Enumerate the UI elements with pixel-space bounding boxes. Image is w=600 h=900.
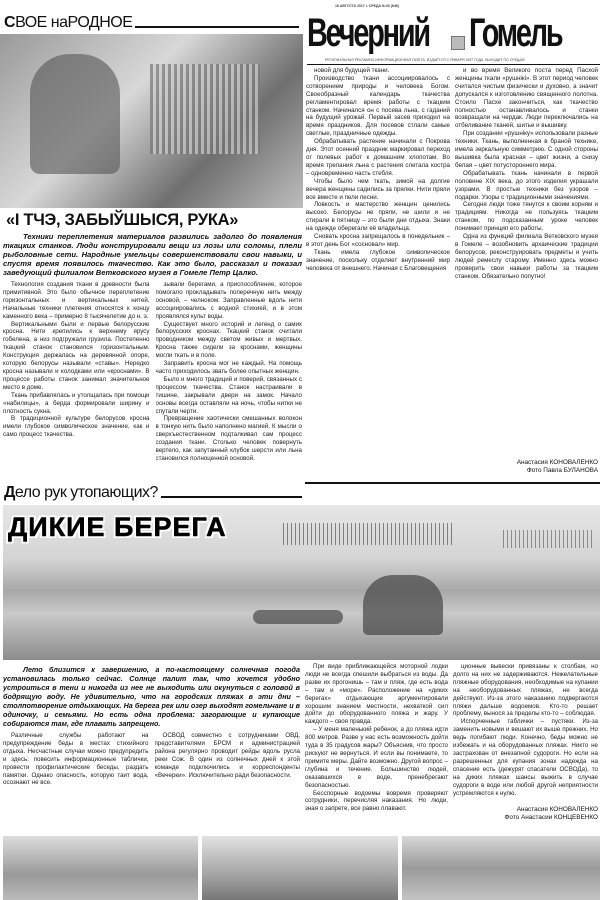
- photo-credit: Фото Павла БУЛАНОВА: [526, 467, 598, 474]
- divider: [305, 482, 600, 484]
- section-rubric: С ВОЕ наРОДНОЕ: [4, 14, 299, 32]
- article-column-2: ОСВОД совместно с сотрудниками ОВД, представителями БРСМ и администрацией района регулярно проводит рейды вдоль русла реки Сож. В один из солнечных дней к этой команде подключились и корреспонденты «Вечерки». Исключительно ради безопасности.: [154, 732, 300, 779]
- weaving-photo: [0, 34, 303, 208]
- article-body: [3, 232, 302, 480]
- divider: [307, 64, 600, 65]
- masthead-left: Вечерний: [307, 12, 429, 54]
- section-rubric: Д ело рук утопающих?: [4, 484, 302, 502]
- article-column-1: Технология создания ткани в древности была примитивной. Это было обычное переплетение горизонтальных и вертикальных нитей. Начальные техники плетения относятся к концу каменного века – примерно 8 тысячелетие до н. э. Вертикальными были и первые белорусские кросна. Нити крепились к верхнему ярусу гобелена, а низ подгружали грузила. Постепенно ткацкий станок становился горизонтальным. Конструкция держалась на деревянной опоре, которую белорусы называли «ставы». Нередко кросна называли и колодками или «кроснами». В процессе работы станок занимал значительное место в доме. Ткань прибавлялась и утолщалась при помощи «набилицы», а берда формировали ширину и плотность сукна. В традиционной культуре белорусов кросна имели глубокое символическое значение, как и само процесс ткачества.: [3, 281, 150, 439]
- article-lead: Лето близится к завершению, а по-настоящему солнечная погода установилась только сейчас. Солнце палит так, что хочется удобно устроиться в тени и никогда из нее не выходить или окунуться с головой в бодрящую воду. Не удивительно, что на городских пляжах в эти дни – столпотворение отдыхающих. На берега рек или озер выходят гомельчане и в одиночку, и семьями. Но есть одна проблема: загорающие и купающие собираются там, где плавать запрещено.: [3, 665, 300, 728]
- masthead-left-box: [307, 12, 447, 54]
- article-columns: [3, 281, 302, 480]
- article-column-4: ционные вывески привязаны к столбам, но долго на них не задерживаются. Нежелательные пляжные оборудования, необходимые на купании на необорудованных пляжах, не всегда действуют. Из-за этого наказанию подвергаются пляжи дальше водоемов. Кто-то решает проблему, вынося за пределы кто-то – соблюдая. Испорченные таблички – пустяки. Из-за заменить новыми и вешают их выше прежних. Но ведь погибают люди. Конечно, беды можно не избежать и на оборудованных пляжах. Никто не застрахован от внезапной судороги. Но если на разрешенных для купания зонах надежда на спасение есть (дежурят спасатели ОСВОДа), то на диких пляжах шансы выжить в случае судороги в воде или любой другой неприятности устремляются к нулю.: [453, 663, 598, 797]
- byline: [453, 806, 598, 822]
- article-headline: «І ТЧЭ, ЗАБЫЎШЫСЯ, РУКА»: [6, 211, 239, 229]
- tagline: РЕГИОНАЛЬНАЯ РЕКЛАМНО-ИНФОРМАЦИОННАЯ ГАЗЕТА. ИЗДАЁТСЯ С ЯНВАРЯ 1997 ГОДА. ВЫХОДИТ ПО СРЕДАМ: [325, 58, 525, 62]
- photo-credit: Фото Анастасии КОНЦЕВЕНКО: [504, 814, 598, 821]
- article-lead: Техники переплетения материалов развились задолго до появления ткацких станков. Люди конструировали вещи из лозы или соломы, плели рыболовные сети. Народные умельцы совершенствовали свои навыки, и спустя время появилось ткачество. Как это было, рассказал и показал заведующий филиалом Ветковского музея в Гомеле Петр Цалко.: [3, 232, 302, 277]
- masthead-right: Гомель: [469, 12, 562, 54]
- byline: [455, 459, 598, 475]
- rubric-rule: [161, 496, 302, 498]
- beach-photo-small: [3, 836, 198, 900]
- beach-photo-small: [202, 836, 398, 900]
- author: Анастасия КОНОВАЛЕНКО: [516, 806, 598, 813]
- masthead: [307, 12, 600, 56]
- article-columns: [3, 732, 300, 833]
- article-column-1: Различные службы работают на предупреждение беды в местах стихийного отдыха. Несчастные случаи можно предупредить и здесь: повесить информационные таблички, провести профилактические беседы, раздать памятки. Однако опасность, которую таит вода, осознают не все.: [3, 732, 149, 787]
- rubric-rule: [135, 26, 299, 28]
- article-column-2: зывали берегами, а приспособление, которое помогало прокладывать поперечную нить между основой, – челноком. Заправленные вдоль нити ассоциировались с водной стихией, и в этом проявлялся культ воды. Существует много историй и легенд о самих белорусских кроснах. Ткацкий станок считали проводником между светом живых и мертвых. Кросна также сидели за кроснами, женщины могли ткать и в поле. Заправить кросна мог не каждый. На помощь часто приходилось звать более опытных женщин. Было и много традиций и поверий, связанных с процессом ткачества. Станок настраивали в тишине, закрывали двери на замок. Начало основы всегда оставляли на ночь, чтобы нитки не спутали черти. Превращение хаотически смешанных волокон в тонкую нить было наполнено магией. К мысли о сверхъестественном подталкивал сам процесс создания ткани. Столько человек повернуть вертело, как запутанный клубок шерсти или льна становился полноценной основой.: [155, 281, 302, 462]
- beach-photo-small: [402, 836, 600, 900]
- author: Анастасия КОНОВАЛЕНКО: [516, 459, 598, 466]
- masthead-right-box: [469, 12, 600, 54]
- issue-info: 16 АВГУСТА 2017 г. СРЕДА №33 (646): [335, 4, 399, 8]
- gomel-coat-of-arms-icon: [451, 36, 465, 50]
- article-column-3: новой для будущей ткани. Производство ткани ассоциировалось с сотворением природы и человека Богом. Своеобразный календарь ткачества регламентировал время работы с ткацким станком. Начинался он с посева льна, с гаданий на будущий урожай. Первый засев приходил на время праздников. Для посевов стлали самые светлые, праздничные одежды. Обрабатывать растение начинали с Покрова дня. Этот осенний праздник маркировал переход от полевых работ к домашним хлопотам. Во время трепания льна с растения слетала кострa – одновременно часть стебля. Чтобы было чем ткать, зимой на долгие вечера женщины садились за прялки. Нити пряли все вместе и пели песни. Ловкость и мастерство женщин ценились высоко. Белорусы не пряли, не шили и не стирали в пятницу – это были дни отдыха. Знаки на одежде оберегали её владельца. Сновать кросна запрещалось в понедельник – в этот день Бог «сосновал» мир. Ткань имела глубокое символическое значение, поскольку отделяет внутренний мир человека от внешнего. Начиная с Благовещения: [306, 67, 450, 272]
- article-body: [3, 665, 300, 833]
- article-headline: ДИКИЕ БЕРЕГА: [8, 512, 227, 542]
- article-column-3: При виде приближающейся моторной лодки люди не всегда спешили выбраться из воды. Да разве их прогонишь – там и пляж, где есть вода – там и «море». Расположение на «диких берегах» отдыхающие аргументировали хорошим знанием местности, нехваткой сил дойти до оборудованного пляжа и жару. У каждого – своя правда. – У меня маленький ребенок, а до пляжа идти 800 метров. Разве у нас есть возможность дойти туда в 35 градусов жары? Объяснив, что просто рискуют не вернуться. И если вы понимаете, то примите меры. Дайте возможно. Другой вопрос – глубина и течение. Большинство людей, оказавшихся в воде, пренебрегают безопасностью. Бесспорные водоемы вовремя проверяют сотрудники, перечисляя наказания. Но люди, зная о запрете, все равно плавают.: [305, 663, 448, 813]
- article-column-4: и во время Великого поста перед Пасхой женщины ткали «рушнікі». В этот период человек считался чистым физически и духовно, а значит допускался к изготовлению священного полотна. Стоило Пасхе закончиться, как ткачество полностью останавливалось и станки возвращали на чердак. Люди переключались на отбеливание тканей, шитье и вышивку. При создании «рушніку» использовали разные техники. Ткань, выполненная в браной технике, имела зеркальную симметрию. С одной стороны вышивка была красная – цвет жизни, а снизу белая – цвет потустороннего мира. Обрабатывать ткань начинали в первой половине XIX века, до этого изделия украшали узорами. В простые техники без узоров – подарки. Узоры с традиционными значениями. Сегодня люди тоже тянутся к своим корням и традициям. Никогда не пользуясь ткацким станком, по подсказанным уроке человек понимает принцип его работы. Одна из функций филиала Ветковского музея в Гомеле – возобновить архаические традиции белорусов, реконструировать предметы и учить людей ремеслу старому. Именно здесь можно проверить свои навыки работы за ткацким станком. Обязательно попутно!: [455, 67, 598, 280]
